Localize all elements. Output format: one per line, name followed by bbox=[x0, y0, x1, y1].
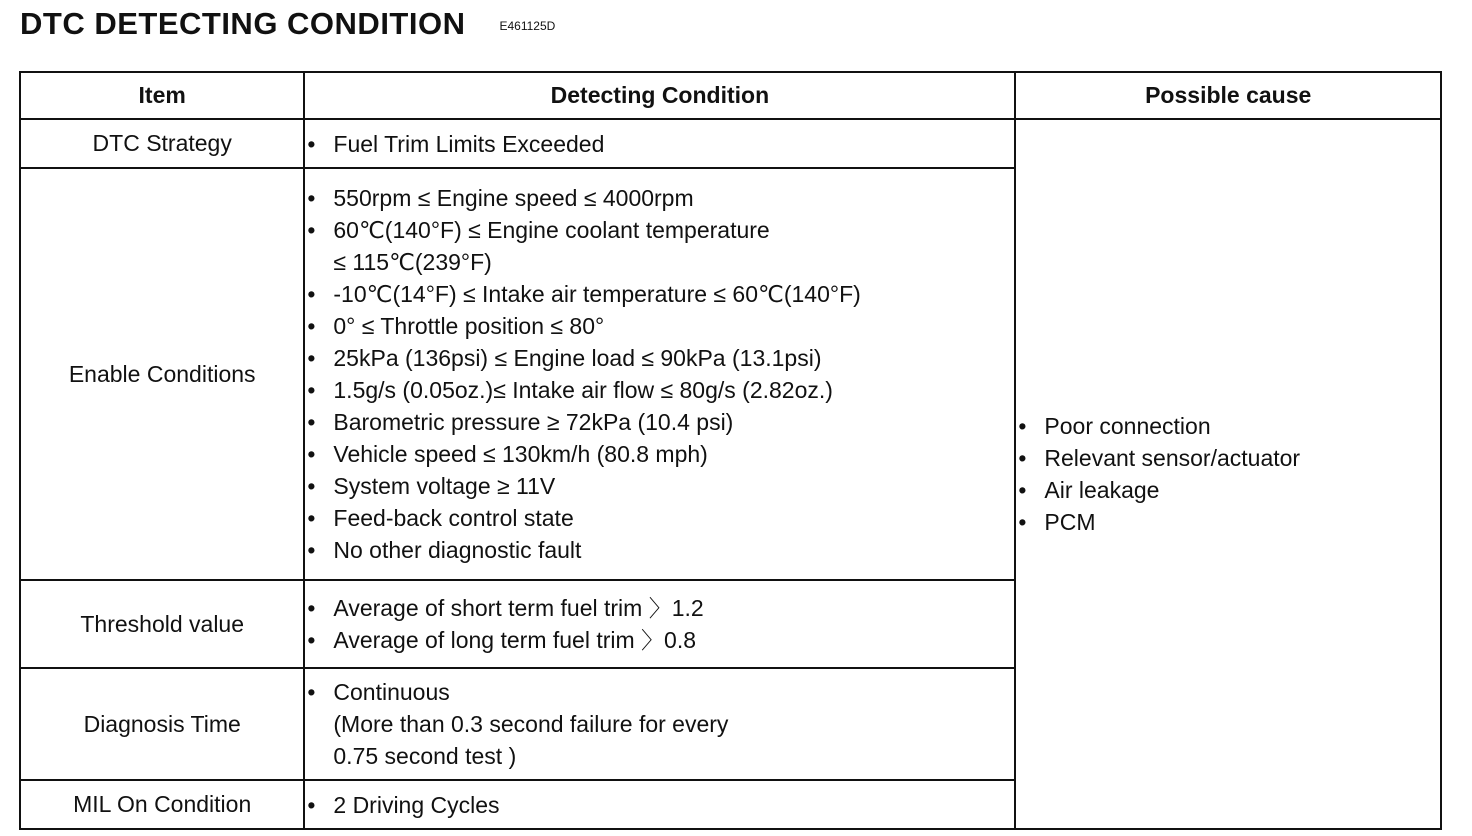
condition-dtc-strategy bbox=[304, 119, 1015, 168]
condition-item: • System voltage ≥ 11V bbox=[305, 470, 1014, 502]
condition-mil-on-condition bbox=[304, 780, 1015, 829]
header-detecting-condition: Detecting Condition bbox=[304, 72, 1015, 119]
header-possible-cause: Possible cause bbox=[1015, 72, 1441, 119]
item-diagnosis-time: Diagnosis Time bbox=[20, 668, 304, 780]
condition-item: • Average of long term fuel trim 〉0.8 bbox=[305, 624, 1014, 656]
condition-continuation: (More than 0.3 second failure for every bbox=[333, 711, 729, 737]
condition-item: • 60℃(140°F) ≤ Engine coolant temperature bbox=[305, 214, 1014, 246]
condition-continuation: ≤ 115℃(239°F) bbox=[333, 249, 492, 275]
cause-item: • Poor connection bbox=[1016, 410, 1440, 442]
condition-diagnosis-time bbox=[304, 668, 1015, 780]
dtc-table bbox=[19, 71, 1442, 830]
title-row bbox=[20, 6, 555, 42]
document-code: E461125D bbox=[499, 19, 556, 33]
condition-item: • 1.5g/s (0.05oz.)≤ Intake air flow ≤ 80g/s (2.82oz.) bbox=[305, 374, 1014, 406]
condition-item: • Fuel Trim Limits Exceeded bbox=[305, 128, 1014, 160]
condition-item: • Feed-back control state bbox=[305, 502, 1014, 534]
condition-item: • Barometric pressure ≥ 72kPa (10.4 psi) bbox=[305, 406, 1014, 438]
condition-item: • 0° ≤ Throttle position ≤ 80° bbox=[305, 310, 1014, 342]
condition-item: • Continuous bbox=[305, 676, 1014, 708]
condition-item: • -10℃(14°F) ≤ Intake air temperature ≤ 60℃(140°F) bbox=[305, 278, 1014, 310]
condition-item: • Average of short term fuel trim 〉1.2 bbox=[305, 592, 1014, 624]
page-title: DTC DETECTING CONDITION bbox=[20, 6, 466, 41]
condition-item: • 25kPa (136psi) ≤ Engine load ≤ 90kPa (13.1psi) bbox=[305, 342, 1014, 374]
cause-item: • Air leakage bbox=[1016, 474, 1440, 506]
row-dtc-strategy bbox=[20, 119, 1441, 168]
condition-continuation: 0.75 second test ) bbox=[333, 743, 517, 769]
condition-enable-conditions bbox=[304, 168, 1015, 580]
cause-item: • PCM bbox=[1016, 506, 1440, 538]
condition-item: • Vehicle speed ≤ 130km/h (80.8 mph) bbox=[305, 438, 1014, 470]
condition-item: • 550rpm ≤ Engine speed ≤ 4000rpm bbox=[305, 182, 1014, 214]
item-enable-conditions: Enable Conditions bbox=[20, 168, 304, 580]
cause-item: • Relevant sensor/actuator bbox=[1016, 442, 1440, 474]
condition-item: • No other diagnostic fault bbox=[305, 534, 1014, 566]
header-row bbox=[20, 72, 1441, 119]
condition-item: • 2 Driving Cycles bbox=[305, 789, 1014, 821]
condition-threshold-value bbox=[304, 580, 1015, 668]
header-item: Item bbox=[20, 72, 304, 119]
item-mil-on-condition: MIL On Condition bbox=[20, 780, 304, 829]
item-threshold-value: Threshold value bbox=[20, 580, 304, 668]
possible-cause-cell bbox=[1015, 119, 1441, 829]
item-dtc-strategy: DTC Strategy bbox=[20, 119, 304, 168]
